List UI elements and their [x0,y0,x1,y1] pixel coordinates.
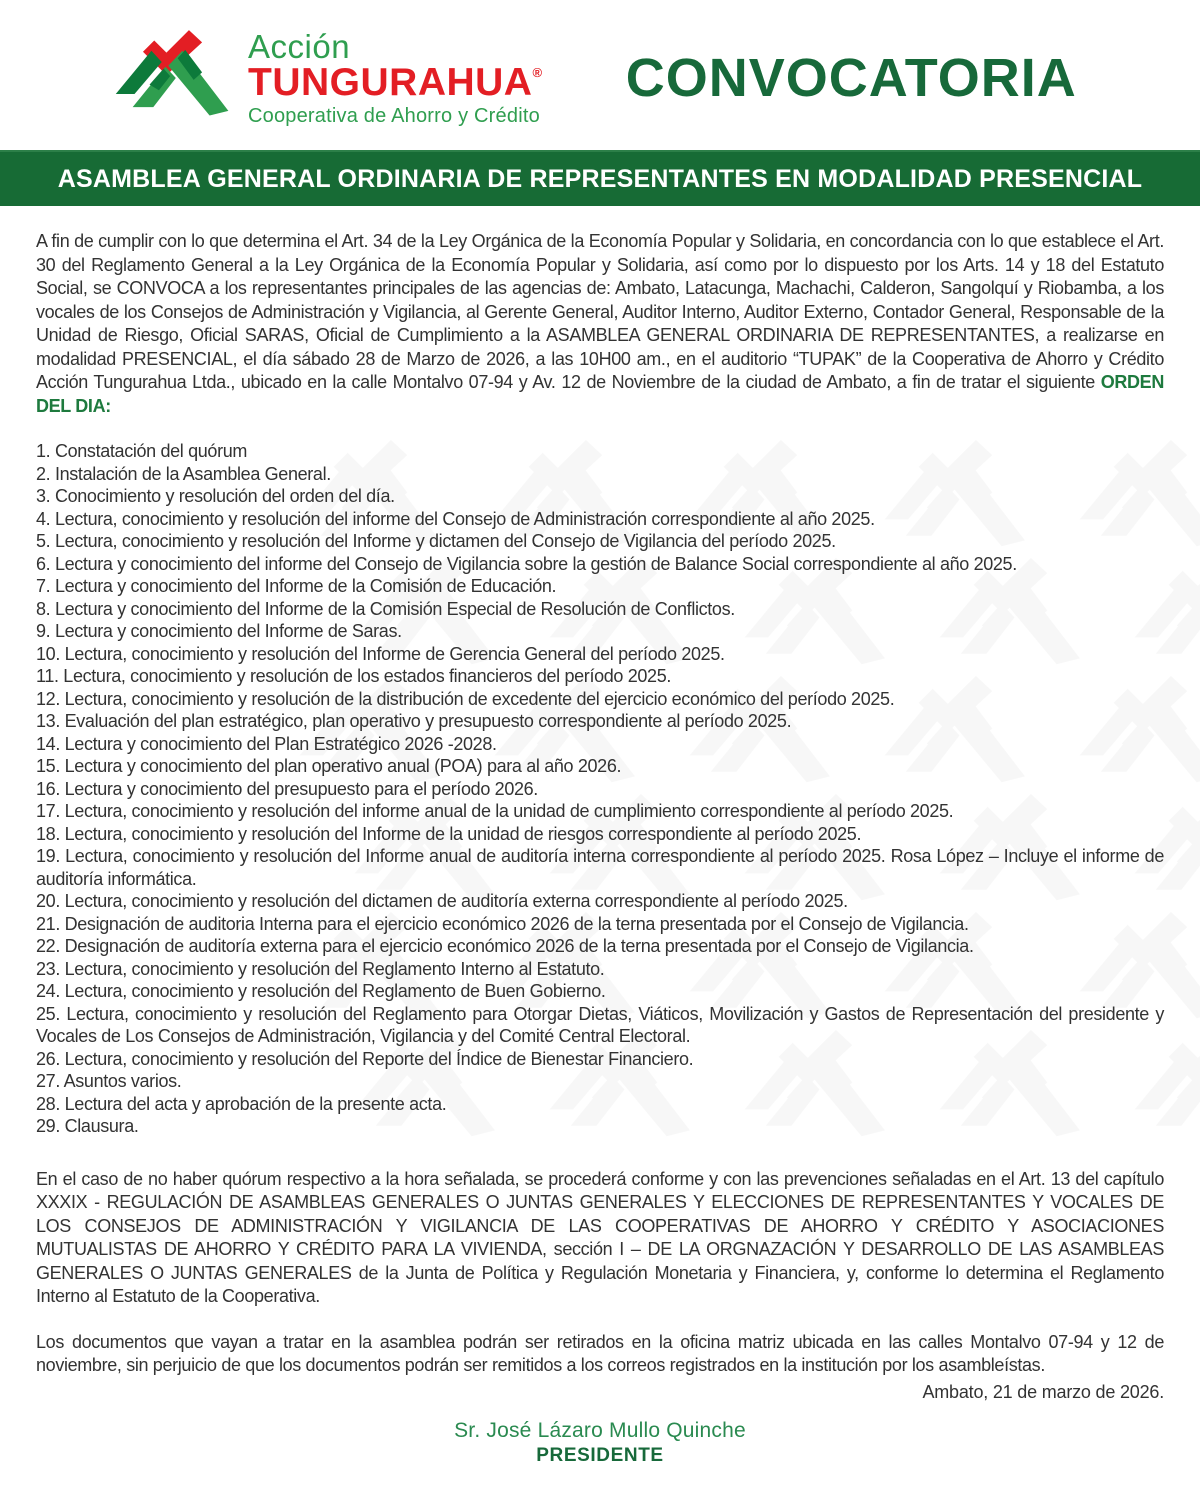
orden-del-dia-label: ORDEN DEL DIA: [36,372,1164,416]
order-item: 6. Lectura y conocimiento del informe del Consejo de Vigilancia sobre la gestión de Balance Social correspondiente al año 2025. [36,553,1017,574]
quorum-paragraph: En el caso de no haber quórum respectivo a la hora señalada, se procederá conforme y con las prevenciones señaladas en el Art. 13 del capítulo XXXIX - REGULACIÓN DE ASAMBLEAS GENERALES O JUNTAS GENERALES Y ELECCIONES DE REPRESENTANTES Y VOCALES DE LOS CONSEJOS DE ADMINISTRACIÓN Y VIGILANCIA DE LAS COOPERATIVAS DE AHORRO Y CRÉDITO Y ASOCIACIONES MUTUALISTAS DE AHORRO Y CRÉDITO PARA LA VIVIENDA, sección I – DE LA ORGNAZACIÓN Y DESARROLLO DE LAS ASAMBLEAS GENERALES O JUNTAS GENERALES de la Junta de Política y Regulación Monetaria y Financiera, y, conforme lo determina el Reglamento Interno al Estatuto de la Cooperativa. [36,1168,1164,1306]
page-title: CONVOCATORIA [625,48,1077,108]
order-item: 24. Lectura, conocimiento y resolución del Reglamento de Buen Gobierno. [36,981,606,1001]
signature-name: Sr. José Lázaro Mullo Quinche [454,1418,746,1442]
order-item: 19. Lectura, conocimiento y resolución del Informe anual de auditoría interna correspondiente al período 2025. Rosa López – Incluye el informe de auditoría informática. [36,846,1164,889]
order-item: 18. Lectura, conocimiento y resolución del Informe de la unidad de riesgos correspondiente al período 2025. [36,823,862,844]
intro-text: A fin de cumplir con lo que determina el Art. 34 de la Ley Orgánica de la Economía Popular y Solidaria, en concordancia con lo que establece el Art. 30 del Reglamento General a la Ley Orgánica de la Economía Popular y Solidaria, así como por lo dispuesto por los Arts. 14 y 18 del Estatuto Social, se CONVOCA a los representantes principales de las agencias de: Ambato, Latacunga, Machachi, Calderon, Sangolquí y Riobamba, a los vocales de los Consejos de Administración y Vigilancia, al Gerente General, Auditor Interno, Auditor Externo, Contador General, Responsable de la Unidad de Riesgo, Oficial SARAS, Oficial de Cumplimiento a la ASAMBLEA GENERAL ORDINARIA DE REPRESENTANTES, a realizarse en modalidad PRESENCIAL, el día sábado 28 de Marzo de 2026, a las 10H00 am., en el auditorio “TUPAK” de la Cooperativa de Ahorro y Crédito Acción Tungurahua Ltda., ubicado en la calle Montalvo 07-94 y Av. 12 de Noviembre de la ciudad de Ambato, a fin de tratar el siguiente [36,231,1164,392]
order-item: 9. Lectura y conocimiento del Informe de Saras. [36,621,402,641]
signature-role: PRESIDENTE [536,1444,664,1466]
order-item: 8. Lectura y conocimiento del Informe de la Comisión Especial de Resolución de Conflictos. [36,598,735,619]
logo-mountain-check-icon [112,26,234,130]
documents-paragraph: Los documentos que vayan a tratar en la asamblea podrán ser retirados en la oficina matriz ubicada en las calles Montalvo 07-94 y 12 de noviembre, sin perjuicio de que los documentos podrán ser remitidos a los correos registrados en la institución por los asambleístas. [36,1331,1164,1375]
logo-text [248,27,543,128]
order-item: 26. Lectura, conocimiento y resolución del Reporte del Índice de Bienestar Financiero. [36,1048,694,1069]
logo-tagline: Cooperativa de Ahorro y Crédito [248,105,540,128]
logo-name-main-text: TUNGURAHUA [248,61,533,105]
order-item: 20. Lectura, conocimiento y resolución del dictamen de auditoría externa correspondiente al período 2025. [36,891,848,911]
order-item: 1. Constatación del quórum [36,441,248,461]
date-line: Ambato, 21 de marzo de 2026. [922,1381,1164,1402]
order-item: 13. Evaluación del plan estratégico, plan operativo y presupuesto correspondiente al período 2025. [36,711,792,731]
banner-title: ASAMBLEA GENERAL ORDINARIA DE REPRESENTANTES EN MODALIDAD PRESENCIAL [57,164,1143,193]
order-item: 14. Lectura y conocimiento del Plan Estratégico 2026 -2028. [36,733,497,754]
order-item: 22. Designación de auditoría externa para el ejercicio económico 2026 de la terna presentada por el Consejo de Vigilancia. [36,936,974,956]
order-item: 16. Lectura y conocimiento del presupuesto para el período 2026. [36,778,538,799]
order-item: 10. Lectura, conocimiento y resolución del Informe de Gerencia General del período 2025. [36,643,725,664]
order-item: 11. Lectura, conocimiento y resolución de los estados financieros del período 2025. [36,666,672,686]
signature-block [36,1419,1164,1467]
order-item: 4. Lectura, conocimiento y resolución del informe del Consejo de Administración correspondiente al año 2025. [36,508,875,529]
intro-paragraph [36,230,1164,418]
order-item: 28. Lectura del acta y aprobación de la presente acta. [36,1093,447,1114]
order-item: 15. Lectura y conocimiento del plan operativo anual (POA) para al año 2026. [36,756,622,776]
registered-trademark-mark: ® [532,65,543,81]
order-item: 7. Lectura y conocimiento del Informe de la Comisión de Educación. [36,576,557,596]
order-item: 29. Clausura. [36,1116,139,1136]
document-body [0,206,1200,1467]
order-item: 5. Lectura, conocimiento y resolución del Informe y dictamen del Consejo de Vigilancia del período 2025. [36,531,836,551]
header [0,0,1200,150]
order-item: 21. Designación de auditoria Interna para el ejercicio económico 2026 de la terna presentada por el Consejo de Vigilancia. [36,913,969,934]
banner [0,150,1200,206]
order-item: 17. Lectura, conocimiento y resolución del informe anual de la unidad de cumplimiento correspondiente al período 2025. [36,801,954,821]
order-list [36,440,1164,1138]
logo-name-main [248,63,543,103]
cooperative-logo [112,26,543,130]
order-item: 23. Lectura, conocimiento y resolución del Reglamento Interno al Estatuto. [36,958,605,979]
order-item: 3. Conocimiento y resolución del orden del día. [36,486,395,506]
order-item: 25. Lectura, conocimiento y resolución del Reglamento para Otorgar Dietas, Viáticos, Movilización y Gastos de Representación del presidente y Vocales de Los Consejos de Administración, Vigilancia y del Comité Central Electoral. [36,1003,1164,1046]
order-item: 27. Asuntos varios. [36,1071,182,1091]
order-item: 2. Instalación de la Asamblea General. [36,463,331,484]
order-item: 12. Lectura, conocimiento y resolución de la distribución de excedente del ejercicio económico del período 2025. [36,688,895,709]
logo-name-top: Acción [248,27,351,65]
